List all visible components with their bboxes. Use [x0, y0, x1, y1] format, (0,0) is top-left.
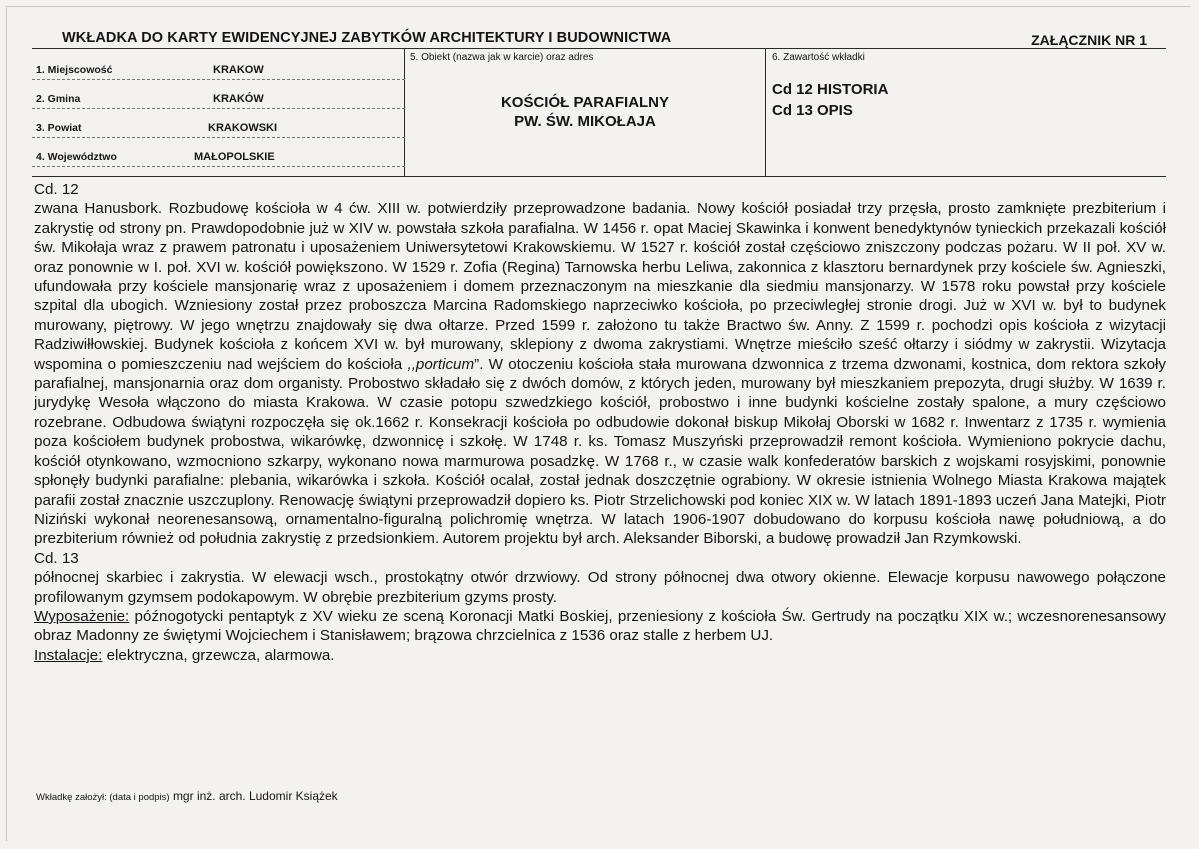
cd13-paragraph: północnej skarbiec i zakrystia. W elewacji wsch., prostokątny otwór drzwiowy. Od strony północnej dwa otwory okienne. Elewacje korpusu nawowego połączone profilowanym gzymsem podokapowym. W obrębie prezbiterium gzyms prosty. [34, 569, 1166, 606]
contents-list [772, 79, 888, 121]
object-name-line2: PW. ŚW. MIKOŁAJA [514, 113, 656, 130]
cd12-text-b: ”. W otoczeniu kościoła stała murowana dzwonnica z trzema dzwonami, kostnica, dom rektora szkoły parafialnej, mansjonarnia oraz dom organisty. Probostwo składało się z dwóch domów, z których jeden, murowany był mieszkaniem prepozyta, drugi służby. W 1639 r. jurydykę Wesoła włączono do miasta Krakowa. W czasie potopu szwedzkiego kościół, probostwo i inne budynki kościelne zostały spalone, a mury częściowo rozebrane. Odbudowa świątyni rozpoczęła się ok.1662 r. Konsekracji kościoła po odbudowie dokonał biskup Mikołaj Oborski w 1682 r. Inwentarz z 1735 r. wymienia poza kościołem budynek probostwa, wikarówkę, dzwonnicę i szkołę. W 1748 r. ks. Tomasz Muszyński przeprowadził remont kościoła. Wymieniono pokrycie dachu, kościół otynkowano, wzmocniono szkarpy, wykonano nowa marmurowa posadzkę. W 1768 r., w czasie walk konfederatów barskich z wojskami rosyjskimi, ponownie spłonęły budynki parafialne: plebania, wikarówka i szkoła. Kościół ocalał, został jednak doszczętnie ograbiony. W okresie istnienia Wolnego Miasta Krakowa majątek parafii został znacznie uszczuplony. Renowację świątyni przeprowadził dopiero ks. Piotr Strzelichowski pod koniec XIX w. W latach 1891-1893 uczeń Jana Matejki, Piotr Niziński wykonał neorenesansową, ornamentalno-figuralną polichromię wnętrza. W latach 1906-1907 dobudowano do korpusu kościoła nawę południową, a do prezbiterium również od południa zakrystię z przedsionkiem. Autorem projektu był arch. Aleksander Biborski, a budowę prowadził Jan Rzymkowski. [34, 355, 1166, 548]
field-value: MAŁOPOLSKIE [194, 151, 275, 163]
field-district [32, 115, 405, 138]
field-label: 3. Powiat [36, 122, 82, 134]
installations-text: elektryczna, grzewcza, alarmowa. [102, 646, 335, 664]
object-name-line1: KOŚCIÓŁ PARAFIALNY [500, 94, 670, 111]
contents-item: Cd 12 HISTORIA [772, 81, 889, 98]
header-bottom-rule [32, 176, 1166, 177]
contents-label: 6. Zawartość wkładki [772, 52, 865, 63]
header-top-rule [32, 48, 1166, 49]
field-value: KRAKOW [213, 64, 264, 76]
document-body [34, 180, 1166, 665]
equipment-paragraph [34, 607, 1166, 646]
contents-item: Cd 13 OPIS [772, 102, 853, 119]
header-divider-2 [765, 48, 766, 176]
field-value: KRAKÓW [213, 93, 264, 105]
form-title: WKŁADKA DO KARTY EWIDENCYJNEJ ZABYTKÓW ARCHITEKTURY I BUDOWNICTWA [62, 30, 672, 46]
installations-label: Instalacje: [34, 646, 103, 664]
equipment-text: późnogotycki pentaptyk z XV wieku ze sceną Koronacji Matki Boskiej, przeniesiony z kościoła Św. Gertrudy na początku XIX w.; wczesnorenesansowy obraz Madonny ze świętymi Wojciechem i Stanisławem; brązowa chrzcielnica z 1536 oraz stalle z herbem UJ. [34, 607, 1166, 645]
field-value: KRAKOWSKI [208, 122, 278, 134]
field-commune [32, 86, 405, 109]
field-label: 2. Gmina [36, 93, 81, 105]
object-label: 5. Obiekt (nazwa jak w karcie) oraz adres [410, 52, 594, 63]
cd12-text-a: zwana Hanusbork. Rozbudowę kościoła w 4 ćw. XIII w. potwierdziły przeprowadzone badania. Nowy kościół posiadał trzy przęsła, prosto zamknięte prezbiterium i zakrystię od strony pn. Prawdopodobnie już w XIV w. powstała szkoła parafialna. W 1456 r. opat Maciej Skawinka i konwent benedyktynów tynieckich przekazali kościół św. Mikołaja wraz z prawem patronatu i uposażeniem Uniwersytetowi Krakowskiemu. W 1527 r. kościół został częściowo zniszczony podczas pożaru. W II poł. XV w. oraz ponownie w I. poł. XVI w. kościół powiększono. W 1529 r. Zofia (Regina) Tarnowska herbu Leliwa, zakonnica z klasztoru bernardynek przy kościele św. Agnieszki, ufundowała przy kościele mansjonarię wraz z uposażeniem i domem przeznaczonym na mieszkanie dla siedmiu mansjonarzy. W 1578 roku powstał przy kościele szpital dla ubogich. Wzniesiony został przez proboszcza Marcina Radomskiego naprzeciwko kościoła, po przeciwległej stronie drogi. Już w XVI w. był to budynek murowany, piętrowy. W jego wnętrzu znajdowały się dwa ołtarze. Przed 1599 r. założono tu także Bractwo św. Anny. Z 1599 r. pochodzi opis kościoła z wizytacji Radziwiłłowskiej. Budynek kościoła z końcem XVI w. był murowany, sklepiony z dwoma zakrystiami. Wnętrze mieściło sześć ołtarzy i siódmy w zakrystii. Wizytacja wspomina o pomieszczeniu nad wejściem do kościoła [34, 200, 1166, 373]
annex-number: ZAŁĄCZNIK NR 1 [1031, 32, 1147, 48]
field-voivodeship [32, 144, 405, 167]
field-label: 1. Miejscowość [36, 64, 113, 76]
field-locality [32, 57, 405, 80]
cd13-heading: Cd. 13 [34, 549, 79, 567]
installations-paragraph [34, 646, 1166, 665]
equipment-label: Wyposażenie: [34, 607, 130, 625]
footer [36, 789, 338, 803]
cd12-paragraph [34, 199, 1166, 548]
object-name [405, 93, 765, 131]
footer-label: Wkładkę założył: (data i podpis) [36, 792, 170, 803]
footer-author: mgr inż. arch. Ludomir Książek [172, 789, 338, 803]
field-label: 4. Województwo [36, 151, 117, 163]
cd12-heading: Cd. 12 [34, 181, 79, 198]
cd12-italic: ,,porticum [407, 355, 475, 373]
